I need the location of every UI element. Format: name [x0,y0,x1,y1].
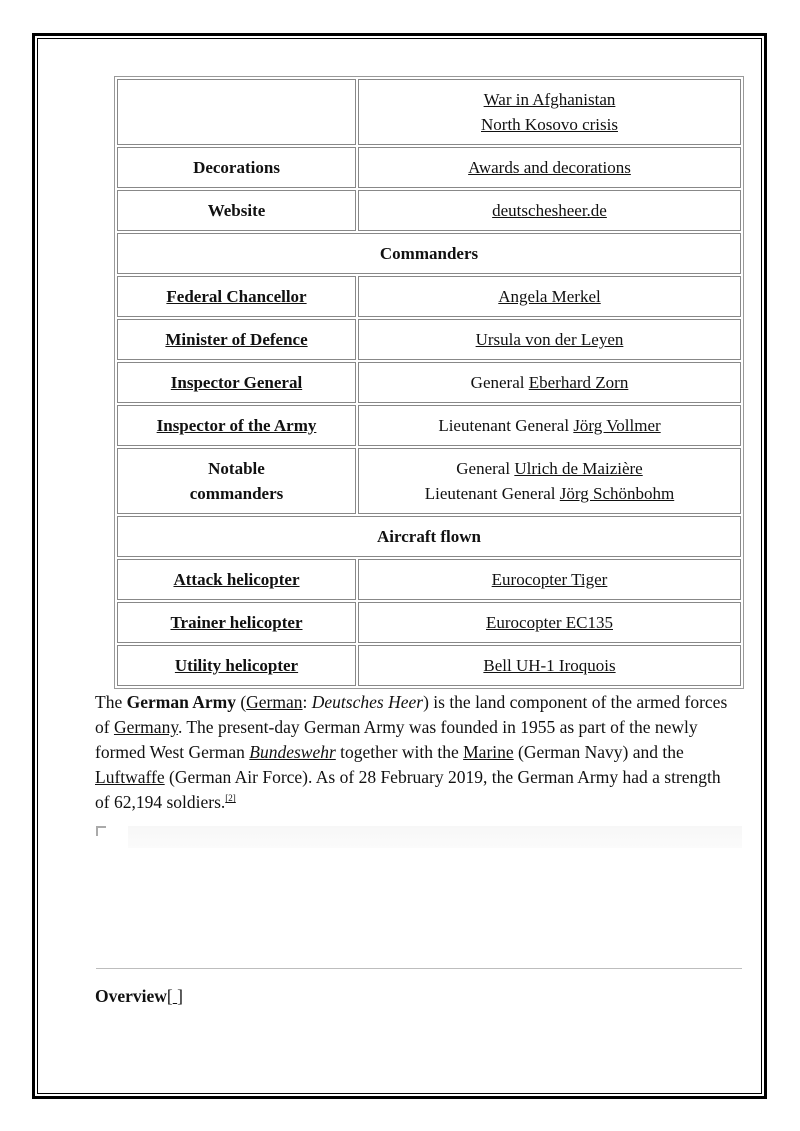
infobox-value-inspector-general [358,362,741,403]
intro-text: . The present-day German Army was founded in 1955 as part of the newly formed West German [95,717,698,762]
edit-bracket-close: ] [177,986,183,1006]
broken-image-icon [96,826,106,836]
infobox-value-inspector-of-the-army [358,405,741,446]
intro-native-name: Deutsches Heer [311,692,424,712]
link-minister-of-defence[interactable]: Minister of Defence [165,330,308,349]
infobox-header-aircraft [117,516,741,557]
infobox-value-attack-helicopter [358,559,741,600]
infobox-row-notable-commanders [117,448,741,514]
infobox-value-decorations [358,147,741,188]
infobox-value-utility-helicopter [358,645,741,686]
link-war-in-afghanistan[interactable]: War in Afghanistan [483,90,616,109]
intro-text: (German Navy) and the [513,742,684,762]
intro-text: : [302,692,312,712]
link-federal-chancellor[interactable]: Federal Chancellor [166,287,307,306]
infobox-label-decorations: Decorations [117,147,356,188]
infobox-value-website [358,190,741,231]
infobox-row-inspector-of-the-army [117,405,741,446]
infobox-row-inspector-general [117,362,741,403]
link-eberhard-zorn[interactable]: Eberhard Zorn [528,373,629,392]
infobox-row-federal-chancellor [117,276,741,317]
infobox-label-inspector-general [117,362,356,403]
intro-paragraph [95,690,735,815]
link-german-language[interactable]: German [246,692,303,712]
link-ursula-von-der-leyen[interactable]: Ursula von der Leyen [475,330,624,349]
intro-text: The [95,692,127,712]
infobox-table [114,76,744,689]
infobox-label-utility-helicopter [117,645,356,686]
infobox-value-notable-commanders [358,448,741,514]
link-ulrich-de-maiziere[interactable]: Ulrich de Maizière [514,459,643,478]
infobox-value-trainer-helicopter [358,602,741,643]
infobox-row-utility-helicopter [117,645,741,686]
infobox-value-minister-of-defence [358,319,741,360]
link-jorg-schonbohm[interactable]: Jörg Schönbohm [559,484,675,503]
infobox-value-conflicts [358,79,741,145]
infobox-row-decorations [117,147,741,188]
value-prefix: Lieutenant General [438,416,574,435]
infobox-label-empty [117,79,356,145]
link-awards-and-decorations[interactable]: Awards and decorations [468,158,631,177]
link-bundeswehr[interactable] [249,742,336,762]
section-divider [96,968,742,969]
link-angela-merkel[interactable]: Angela Merkel [498,287,601,306]
value-prefix: General [456,459,515,478]
label-line-1: Notable [208,459,265,478]
infobox-label-attack-helicopter [117,559,356,600]
infobox-label-inspector-of-the-army [117,405,356,446]
section-title: Overview [95,986,167,1006]
image-caption-bar [128,826,742,848]
intro-text: (German Air Force). As of 28 February 2019, the German Army had a strength of 62,194 soldiers. [95,767,721,812]
link-website[interactable]: deutschesheer.de [492,201,607,220]
bundeswehr-italic: Bundeswehr [249,742,336,762]
edit-bracket-open: [ [166,986,173,1006]
link-jorg-vollmer[interactable]: Jörg Vollmer [573,416,661,435]
intro-text: ) is the land component of the armed forces of [95,692,728,737]
value-prefix: Lieutenant General [424,484,560,503]
infobox-row-website [117,190,741,231]
section-header-commanders: Commanders [117,233,741,274]
value-prefix: General [470,373,529,392]
label-line-2: commanders [189,484,284,503]
infobox-label-notable-commanders [117,448,356,514]
link-attack-helicopter[interactable]: Attack helicopter [173,570,300,589]
link-eurocopter-tiger[interactable]: Eurocopter Tiger [491,570,608,589]
infobox-row-trainer-helicopter [117,602,741,643]
link-germany[interactable]: Germany [113,717,178,737]
infobox-value-federal-chancellor [358,276,741,317]
intro-text: together with the [335,742,464,762]
section-heading-overview [95,984,183,1008]
link-utility-helicopter[interactable]: Utility helicopter [174,656,299,675]
reference-link[interactable]: [2] [225,793,236,804]
link-trainer-helicopter[interactable]: Trainer helicopter [170,613,303,632]
infobox-row-attack-helicopter [117,559,741,600]
link-bell-uh-1-iroquois[interactable]: Bell UH-1 Iroquois [483,656,616,675]
link-inspector-of-the-army[interactable]: Inspector of the Army [156,416,317,435]
link-eurocopter-ec135[interactable]: Eurocopter EC135 [486,613,613,632]
infobox-label-website: Website [117,190,356,231]
link-north-kosovo-crisis[interactable]: North Kosovo crisis [481,115,618,134]
intro-text: ( [235,692,247,712]
link-inspector-general[interactable]: Inspector General [170,373,303,392]
link-marine[interactable]: Marine [463,742,514,762]
infobox-header-commanders [117,233,741,274]
link-luftwaffe[interactable]: Luftwaffe [95,767,165,787]
infobox-row-minister-of-defence [117,319,741,360]
intro-subject: German Army [126,692,236,712]
infobox-row-conflicts [117,79,741,145]
infobox-label-trainer-helicopter [117,602,356,643]
section-header-aircraft-flown: Aircraft flown [117,516,741,557]
infobox-label-minister-of-defence [117,319,356,360]
infobox-label-federal-chancellor [117,276,356,317]
